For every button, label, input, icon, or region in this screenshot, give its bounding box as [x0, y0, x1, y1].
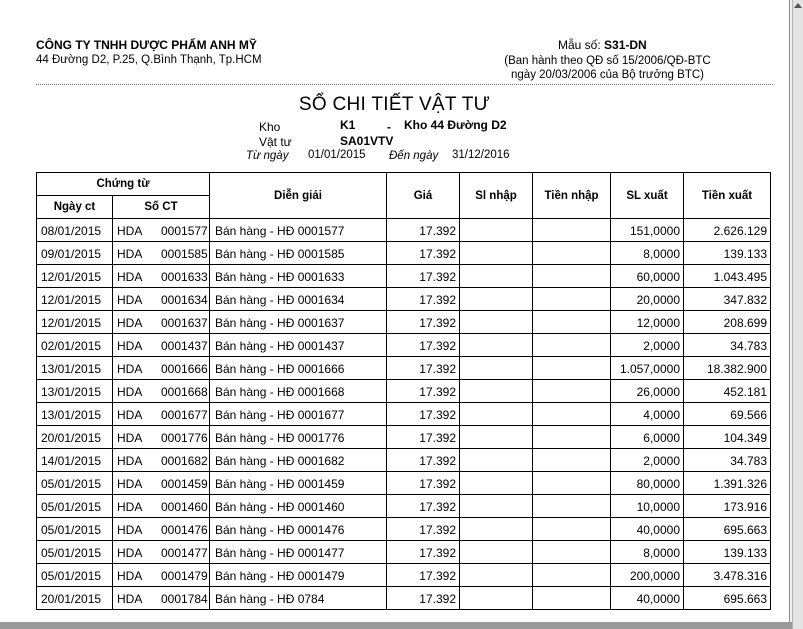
row-doc-no [113, 311, 210, 334]
table-row [37, 219, 771, 242]
row-doc-no [113, 403, 210, 426]
form-number [558, 38, 647, 52]
row-date: 12/01/2015 [37, 288, 113, 311]
company-name: CÔNG TY TNHH DƯỢC PHẨM ANH MỸ [36, 38, 257, 52]
table-row [37, 288, 771, 311]
row-doc-number: 0001585 [161, 247, 208, 261]
row-description: Bán hàng - HĐ 0001666 [210, 357, 387, 380]
row-qty-out: 80,0000 [611, 472, 684, 495]
row-amount-in [533, 311, 611, 334]
row-price: 17.392 [387, 242, 460, 265]
warehouse-label: Kho [259, 120, 281, 134]
row-description: Bán hàng - HĐ 0001637 [210, 311, 387, 334]
row-amount-out: 695.663 [684, 518, 771, 541]
row-amount-out: 3.478.316 [684, 564, 771, 587]
col-price: Giá [387, 173, 460, 219]
row-doc-number: 0001479 [161, 569, 208, 583]
row-description: Bán hàng - HĐ 0001677 [210, 403, 387, 426]
row-qty-in [460, 219, 533, 242]
row-qty-in [460, 472, 533, 495]
table-row [37, 426, 771, 449]
row-doc-type: HDA [117, 270, 143, 284]
row-doc-number: 0001459 [161, 477, 208, 491]
row-doc-type: HDA [117, 385, 143, 399]
col-amount-out: Tiền xuất [684, 173, 771, 219]
row-qty-out: 200,0000 [611, 564, 684, 587]
row-amount-out: 347.832 [684, 288, 771, 311]
row-doc-type: HDA [117, 454, 143, 468]
row-amount-in [533, 541, 611, 564]
table-row [37, 518, 771, 541]
row-doc-type: HDA [117, 477, 143, 491]
row-doc-type: HDA [117, 431, 143, 445]
row-amount-out: 1.391.326 [684, 472, 771, 495]
row-date: 08/01/2015 [37, 219, 113, 242]
row-date: 05/01/2015 [37, 472, 113, 495]
table-row [37, 449, 771, 472]
row-qty-in [460, 380, 533, 403]
row-doc-no [113, 564, 210, 587]
row-description: Bán hàng - HĐ 0001776 [210, 426, 387, 449]
row-doc-type: HDA [117, 339, 143, 353]
row-qty-out: 6,0000 [611, 426, 684, 449]
row-date: 05/01/2015 [37, 518, 113, 541]
page-gap [0, 622, 792, 629]
row-description: Bán hàng - HĐ 0001668 [210, 380, 387, 403]
row-date: 13/01/2015 [37, 357, 113, 380]
row-doc-type: HDA [117, 569, 143, 583]
table-row [37, 380, 771, 403]
row-amount-out: 139.133 [684, 541, 771, 564]
row-date: 05/01/2015 [37, 541, 113, 564]
row-amount-out: 104.349 [684, 426, 771, 449]
row-amount-in [533, 403, 611, 426]
row-amount-out: 34.783 [684, 449, 771, 472]
row-date: 05/01/2015 [37, 564, 113, 587]
row-doc-type: HDA [117, 592, 143, 606]
row-doc-no [113, 495, 210, 518]
row-amount-in [533, 449, 611, 472]
row-qty-out: 8,0000 [611, 242, 684, 265]
form-note-line1: (Ban hành theo QĐ số 15/2006/QĐ-BTC [504, 55, 711, 67]
row-doc-number: 0001634 [161, 293, 208, 307]
row-price: 17.392 [387, 495, 460, 518]
col-voucher-group: Chứng từ [37, 173, 210, 196]
row-doc-type: HDA [117, 523, 143, 537]
row-doc-number: 0001666 [161, 362, 208, 376]
row-price: 17.392 [387, 518, 460, 541]
row-doc-no [113, 219, 210, 242]
row-doc-type: HDA [117, 546, 143, 560]
row-qty-in [460, 288, 533, 311]
row-qty-in [460, 495, 533, 518]
row-doc-number: 0001784 [161, 592, 208, 606]
row-price: 17.392 [387, 449, 460, 472]
row-price: 17.392 [387, 288, 460, 311]
row-qty-out: 26,0000 [611, 380, 684, 403]
row-qty-out: 10,0000 [611, 495, 684, 518]
row-description: Bán hàng - HĐ 0001477 [210, 541, 387, 564]
row-amount-out: 2.626.129 [684, 219, 771, 242]
row-qty-out: 2,0000 [611, 334, 684, 357]
form-note-line2: ngày 20/03/2006 của Bộ trưởng BTC) [511, 69, 704, 81]
row-date: 13/01/2015 [37, 380, 113, 403]
row-description: Bán hàng - HĐ 0001479 [210, 564, 387, 587]
row-price: 17.392 [387, 564, 460, 587]
company-address: 44 Đường D2, P.25, Q.Bình Thạnh, Tp.HCM [36, 54, 262, 66]
warehouse-separator: - [387, 120, 391, 134]
row-qty-out: 12,0000 [611, 311, 684, 334]
row-qty-in [460, 265, 533, 288]
row-doc-no [113, 518, 210, 541]
row-date: 02/01/2015 [37, 334, 113, 357]
row-amount-in [533, 357, 611, 380]
header-divider [36, 84, 773, 85]
row-qty-in [460, 357, 533, 380]
row-qty-out: 4,0000 [611, 403, 684, 426]
warehouse-name: Kho 44 Đường D2 [404, 118, 507, 132]
ledger-body [37, 219, 771, 610]
report-title: SỔ CHI TIẾT VẬT TƯ [298, 94, 491, 115]
warehouse-code: K1 [340, 118, 356, 132]
row-doc-number: 0001677 [161, 408, 208, 422]
row-description: Bán hàng - HĐ 0001437 [210, 334, 387, 357]
row-doc-type: HDA [117, 224, 143, 238]
row-qty-out: 40,0000 [611, 587, 684, 610]
row-price: 17.392 [387, 403, 460, 426]
row-date: 12/01/2015 [37, 265, 113, 288]
row-amount-in [533, 472, 611, 495]
row-price: 17.392 [387, 541, 460, 564]
table-row [37, 265, 771, 288]
row-doc-number: 0001776 [161, 431, 208, 445]
row-description: Bán hàng - HĐ 0001633 [210, 265, 387, 288]
row-qty-out: 151,0000 [611, 219, 684, 242]
row-qty-out: 20,0000 [611, 288, 684, 311]
row-amount-out: 208.699 [684, 311, 771, 334]
row-doc-no [113, 426, 210, 449]
row-doc-number: 0001682 [161, 454, 208, 468]
row-price: 17.392 [387, 472, 460, 495]
table-row [37, 242, 771, 265]
table-row [37, 403, 771, 426]
row-doc-no [113, 449, 210, 472]
row-qty-in [460, 403, 533, 426]
row-description: Bán hàng - HĐ 0784 [210, 587, 387, 610]
item-code: SA01VTV [340, 134, 394, 148]
row-qty-out: 60,0000 [611, 265, 684, 288]
row-doc-no [113, 380, 210, 403]
row-amount-in [533, 380, 611, 403]
row-doc-no [113, 334, 210, 357]
row-doc-number: 0001460 [161, 500, 208, 514]
row-doc-number: 0001668 [161, 385, 208, 399]
row-description: Bán hàng - HĐ 0001459 [210, 472, 387, 495]
row-price: 17.392 [387, 311, 460, 334]
row-qty-out: 40,0000 [611, 518, 684, 541]
row-amount-in [533, 587, 611, 610]
col-qty-out: SL xuất [611, 173, 684, 219]
row-amount-in [533, 334, 611, 357]
row-price: 17.392 [387, 357, 460, 380]
table-row [37, 495, 771, 518]
vertical-scrollbar[interactable] [792, 0, 803, 629]
row-description: Bán hàng - HĐ 0001585 [210, 242, 387, 265]
table-row [37, 311, 771, 334]
col-date: Ngày ct [37, 196, 113, 219]
row-doc-number: 0001577 [161, 224, 208, 238]
table-row [37, 564, 771, 587]
row-doc-type: HDA [117, 293, 143, 307]
scroll-up-arrow-icon[interactable] [794, 3, 802, 8]
material-ledger-table [36, 172, 771, 610]
row-date: 13/01/2015 [37, 403, 113, 426]
to-date-label: Đến ngày [389, 150, 439, 162]
table-row [37, 587, 771, 610]
row-amount-out: 34.783 [684, 334, 771, 357]
row-qty-out: 2,0000 [611, 449, 684, 472]
row-price: 17.392 [387, 587, 460, 610]
row-doc-number: 0001633 [161, 270, 208, 284]
row-amount-out: 139.133 [684, 242, 771, 265]
row-qty-in [460, 564, 533, 587]
item-label: Vật tư [259, 135, 292, 149]
row-doc-no [113, 265, 210, 288]
col-amount-in: Tiền nhập [533, 173, 611, 219]
row-qty-in [460, 449, 533, 472]
table-row [37, 357, 771, 380]
row-amount-in [533, 564, 611, 587]
form-number-label: Mẫu số: [558, 38, 601, 52]
row-price: 17.392 [387, 334, 460, 357]
row-description: Bán hàng - HĐ 0001682 [210, 449, 387, 472]
row-doc-no [113, 357, 210, 380]
row-date: 14/01/2015 [37, 449, 113, 472]
col-description: Diễn giải [210, 173, 387, 219]
row-description: Bán hàng - HĐ 0001577 [210, 219, 387, 242]
row-price: 17.392 [387, 265, 460, 288]
row-qty-in [460, 311, 533, 334]
row-amount-in [533, 495, 611, 518]
row-doc-number: 0001637 [161, 316, 208, 330]
row-amount-out: 452.181 [684, 380, 771, 403]
col-qty-in: Sl nhập [460, 173, 533, 219]
row-qty-in [460, 242, 533, 265]
row-doc-no [113, 541, 210, 564]
row-doc-type: HDA [117, 247, 143, 261]
row-doc-type: HDA [117, 500, 143, 514]
row-doc-number: 0001476 [161, 523, 208, 537]
row-qty-in [460, 334, 533, 357]
row-doc-type: HDA [117, 362, 143, 376]
row-date: 05/01/2015 [37, 495, 113, 518]
row-amount-out: 1.043.495 [684, 265, 771, 288]
table-row [37, 541, 771, 564]
row-amount-in [533, 518, 611, 541]
row-amount-out: 69.566 [684, 403, 771, 426]
row-date: 12/01/2015 [37, 311, 113, 334]
row-amount-in [533, 426, 611, 449]
from-date-label: Từ ngày [246, 150, 289, 162]
table-row [37, 472, 771, 495]
row-doc-no [113, 242, 210, 265]
row-description: Bán hàng - HĐ 0001460 [210, 495, 387, 518]
row-description: Bán hàng - HĐ 0001476 [210, 518, 387, 541]
row-qty-in [460, 587, 533, 610]
table-row [37, 334, 771, 357]
row-doc-number: 0001437 [161, 339, 208, 353]
form-regulation-note [495, 54, 720, 82]
row-doc-no [113, 472, 210, 495]
row-qty-out: 1.057,0000 [611, 357, 684, 380]
row-price: 17.392 [387, 426, 460, 449]
row-doc-type: HDA [117, 316, 143, 330]
row-description: Bán hàng - HĐ 0001634 [210, 288, 387, 311]
row-doc-number: 0001477 [161, 546, 208, 560]
row-price: 17.392 [387, 380, 460, 403]
row-qty-out: 8,0000 [611, 541, 684, 564]
row-date: 20/01/2015 [37, 587, 113, 610]
row-date: 20/01/2015 [37, 426, 113, 449]
row-qty-in [460, 518, 533, 541]
row-amount-out: 173.916 [684, 495, 771, 518]
row-doc-no [113, 288, 210, 311]
row-price: 17.392 [387, 219, 460, 242]
to-date: 31/12/2016 [452, 149, 510, 161]
row-amount-out: 695.663 [684, 587, 771, 610]
row-doc-type: HDA [117, 408, 143, 422]
row-amount-out: 18.382.900 [684, 357, 771, 380]
row-date: 09/01/2015 [37, 242, 113, 265]
row-amount-in [533, 265, 611, 288]
row-amount-in [533, 242, 611, 265]
row-qty-in [460, 426, 533, 449]
form-number-code: S31-DN [604, 38, 647, 52]
col-doc-no: Số CT [113, 196, 210, 219]
row-qty-in [460, 541, 533, 564]
from-date: 01/01/2015 [308, 149, 366, 161]
row-amount-in [533, 219, 611, 242]
row-amount-in [533, 288, 611, 311]
row-doc-no [113, 587, 210, 610]
